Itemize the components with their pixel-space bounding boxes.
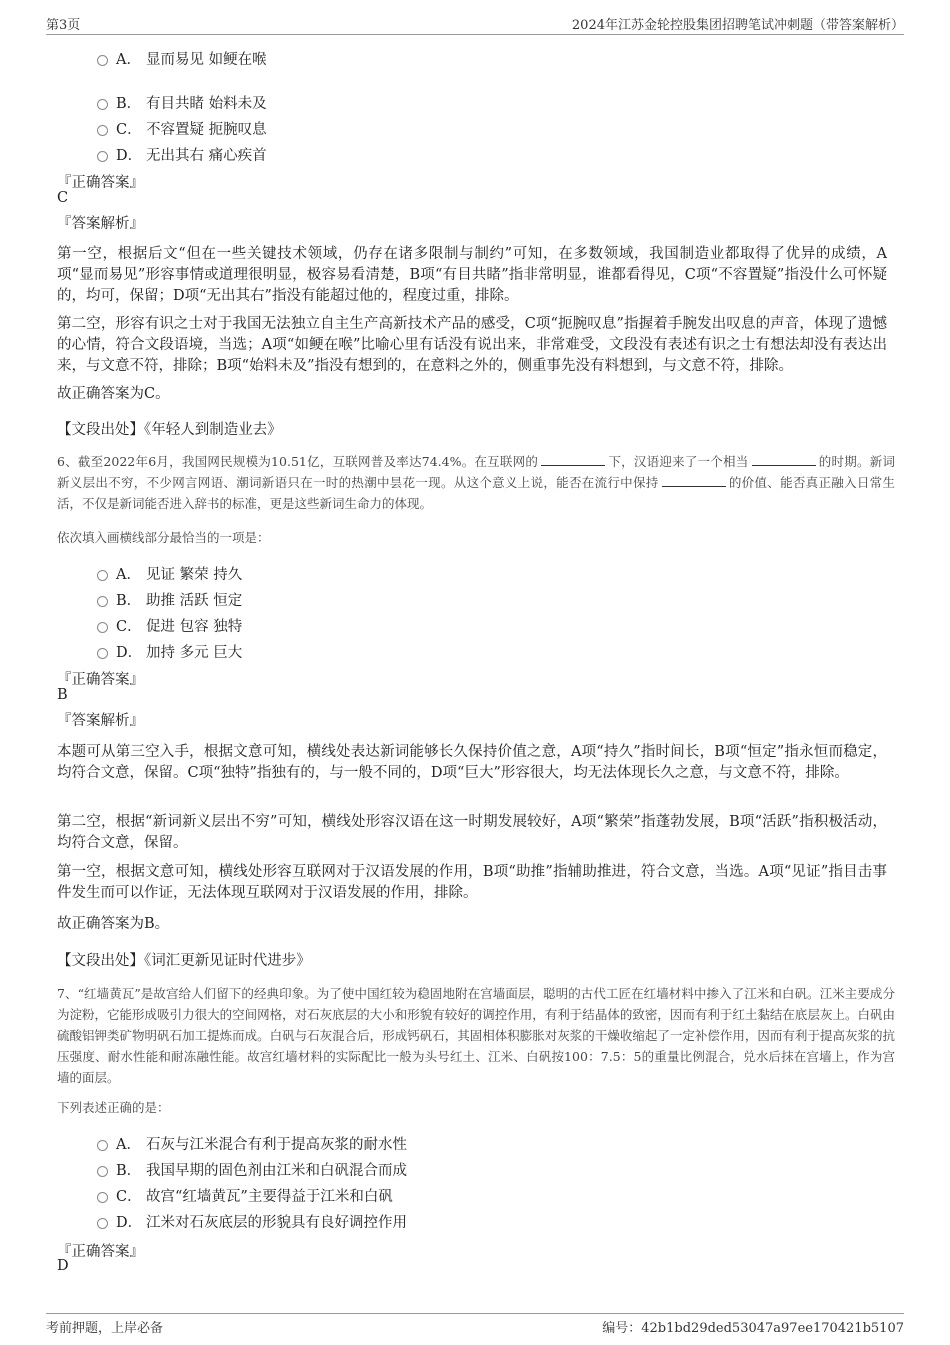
q7-option-c[interactable]: C． 故宫“红墙黄瓦”主要得益于江米和白矾 bbox=[97, 1185, 393, 1206]
q7-answer: D bbox=[57, 1258, 69, 1274]
q5-option-d[interactable]: D． 无出其右 痛心疾首 bbox=[97, 144, 267, 165]
q5-option-b[interactable]: B． 有目共睹 始料未及 bbox=[97, 92, 267, 113]
q6-answer-label: 『正确答案』 bbox=[57, 672, 144, 688]
radio-icon[interactable] bbox=[97, 648, 108, 659]
fill-blank bbox=[752, 453, 816, 466]
q5-answer-label: 『正确答案』 bbox=[57, 175, 144, 191]
option-text: 无出其右 痛心疾首 bbox=[146, 148, 267, 164]
document-id: 编号：42b1bd29ded53047a97ee170421b5107 bbox=[602, 1321, 904, 1336]
fill-blank bbox=[662, 474, 726, 487]
option-text: 显而易见 如鲠在喉 bbox=[146, 52, 267, 68]
q6-stem: 6、截至2022年6月，我国网民规模为10.51亿，互联网普及率达74.4%。在互联网的 下，汉语迎来了一个相当 的时期。新词新义层出不穷，不少网言网语、潮词新语只在一时的热潮中昙花一现。从这个意义上说，能否在流行中保持 的价值、能否真正融入日常生活，不仅是新词能否进入辞书的标准，更是这些新词生命力的体现。 bbox=[57, 454, 895, 511]
q5-analysis-paragraph: 故正确答案为C。 bbox=[57, 386, 170, 402]
option-text: 我国早期的固色剂由江米和白矾混合而成 bbox=[146, 1163, 407, 1179]
document-title: 2024年江苏金轮控股集团招聘笔试冲刺题（带答案解析） bbox=[571, 18, 904, 33]
q5-option-a[interactable]: A． 显而易见 如鲠在喉 bbox=[97, 48, 267, 69]
q5-option-c[interactable]: C． 不容置疑 扼腕叹息 bbox=[97, 118, 267, 139]
q6-option-a[interactable]: A． 见证 繁荣 持久 bbox=[97, 563, 242, 584]
option-text: 见证 繁荣 持久 bbox=[146, 567, 243, 583]
radio-icon[interactable] bbox=[97, 99, 108, 110]
q6-analysis-paragraph: 第二空，根据“新词新义层出不穷”可知，横线处形容汉语在这一时期发展较好，A项“繁荣”指蓬勃发展，B项“活跃”指积极活动，均符合文意，保留。 bbox=[57, 814, 887, 851]
q6-instruction: 依次填入画横线部分最恰当的一项是： bbox=[57, 530, 270, 545]
footer-slogan: 考前押题，上岸必备 bbox=[46, 1321, 164, 1336]
page-number: 第3页 bbox=[46, 18, 81, 33]
q7-option-d[interactable]: D． 江米对石灰底层的形貌具有良好调控作用 bbox=[97, 1211, 407, 1232]
q5-analysis-paragraph: 第一空，根据后文“但在一些关键技术领域，仍存在诸多限制与制约”可知，在多数领域，我国制造业都取得了优异的成绩，A项“显而易见”形容事情或道理很明显，极容易看清楚，B项“有目共睹”指非常明显，谁都看得见，C项“不容置疑”指没什么可怀疑的，均可，保留；D项“无出其右”指没有能超过他的，程度过重，排除。 bbox=[57, 246, 887, 304]
radio-icon[interactable] bbox=[97, 151, 108, 162]
q7-option-b[interactable]: B． 我国早期的固色剂由江米和白矾混合而成 bbox=[97, 1159, 407, 1180]
radio-icon[interactable] bbox=[97, 596, 108, 607]
q5-answer: C bbox=[57, 190, 69, 206]
q6-answer: B bbox=[57, 687, 68, 703]
radio-icon[interactable] bbox=[97, 1218, 108, 1229]
radio-icon[interactable] bbox=[97, 1140, 108, 1151]
page-header bbox=[46, 14, 904, 35]
q7-stem: 7、“红墙黄瓦”是故宫给人们留下的经典印象。为了使中国红较为稳固地附在宫墙面层，聪明的古代工匠在红墙材料中掺入了江米和白矾。江米主要成分为淀粉，它能形成吸引力很大的空间网格，对石灰底层的大小和形貌有较好的调控作用，有利于结晶体的致密，因而有利于红土黏结在底层灰上。白矾由硫酸铝钾类矿物明矾石加工提炼而成。白矾与石灰混合后，形成钙矾石，其固相体积膨胀对灰浆的干燥收缩起了一定补偿作用，因而有利于提高灰浆的抗压强度、耐水性能和耐冻融性能。故宫红墙材料的实际配比一般为头号红土、江米、白矾按100：7.5：5的重量比例混合，兑水后抹在宫墙上，作为宫墙的面层。 bbox=[57, 986, 895, 1085]
option-text: 江米对石灰底层的形貌具有良好调控作用 bbox=[146, 1215, 407, 1231]
q7-instruction: 下列表述正确的是： bbox=[57, 1100, 170, 1115]
radio-icon[interactable] bbox=[97, 1166, 108, 1177]
radio-icon[interactable] bbox=[97, 55, 108, 66]
page-footer bbox=[46, 1313, 904, 1336]
radio-icon[interactable] bbox=[97, 1192, 108, 1203]
radio-icon[interactable] bbox=[97, 622, 108, 633]
option-text: 石灰与江米混合有利于提高灰浆的耐水性 bbox=[146, 1137, 407, 1153]
q6-source: 【文段出处】《词汇更新见证时代进步》 bbox=[57, 953, 311, 969]
radio-icon[interactable] bbox=[97, 125, 108, 136]
radio-icon[interactable] bbox=[97, 570, 108, 581]
q6-option-c[interactable]: C． 促进 包容 独特 bbox=[97, 615, 242, 636]
q6-option-d[interactable]: D． 加持 多元 巨大 bbox=[97, 641, 242, 662]
q6-analysis-paragraph: 第一空，根据文意可知，横线处形容互联网对于汉语发展的作用，B项“助推”指辅助推进，符合文意，当选。A项“见证”指目击事件发生而可以作证，无法体现互联网对于汉语发展的作用，排除。 bbox=[57, 864, 887, 901]
q6-analysis-paragraph: 故正确答案为B。 bbox=[57, 916, 170, 932]
q6-analysis-label: 『答案解析』 bbox=[57, 713, 144, 729]
fill-blank bbox=[541, 453, 605, 466]
option-text: 故宫“红墙黄瓦”主要得益于江米和白矾 bbox=[146, 1189, 393, 1205]
option-text: 有目共睹 始料未及 bbox=[146, 96, 267, 112]
q5-source: 【文段出处】《年轻人到制造业去》 bbox=[57, 422, 282, 438]
q7-option-a[interactable]: A． 石灰与江米混合有利于提高灰浆的耐水性 bbox=[97, 1133, 407, 1154]
option-text: 不容置疑 扼腕叹息 bbox=[146, 122, 267, 138]
q6-option-b[interactable]: B． 助推 活跃 恒定 bbox=[97, 589, 242, 610]
option-text: 助推 活跃 恒定 bbox=[146, 593, 243, 609]
q6-analysis-paragraph: 本题可从第三空入手，根据文意可知，横线处表达新词能够长久保持价值之意，A项“持久”指时间长，B项“恒定”指永恒而稳定，均符合文意，保留。C项“独特”指独有的，与一般不同的，D项“巨大”形容很大，均无法体现长久之意，与文意不符，排除。 bbox=[57, 744, 887, 781]
q7-answer-label: 『正确答案』 bbox=[57, 1244, 144, 1260]
q5-analysis-label: 『答案解析』 bbox=[57, 216, 144, 232]
option-text: 促进 包容 独特 bbox=[146, 619, 243, 635]
option-text: 加持 多元 巨大 bbox=[146, 645, 243, 661]
q5-analysis-paragraph: 第二空，形容有识之士对于我国无法独立自主生产高新技术产品的感受，C项“扼腕叹息”指握着手腕发出叹息的声音，体现了遗憾的心情，符合文段语境，当选；A项“如鲠在喉”比喻心里有话没有说出来，非常难受，文段没有表述有识之士有想法却没有表达出来，与文意不符，排除；B项“始料未及”指没有想到的，在意料之外的，侧重事先没有料想到，与文意不符，排除。 bbox=[57, 316, 887, 374]
